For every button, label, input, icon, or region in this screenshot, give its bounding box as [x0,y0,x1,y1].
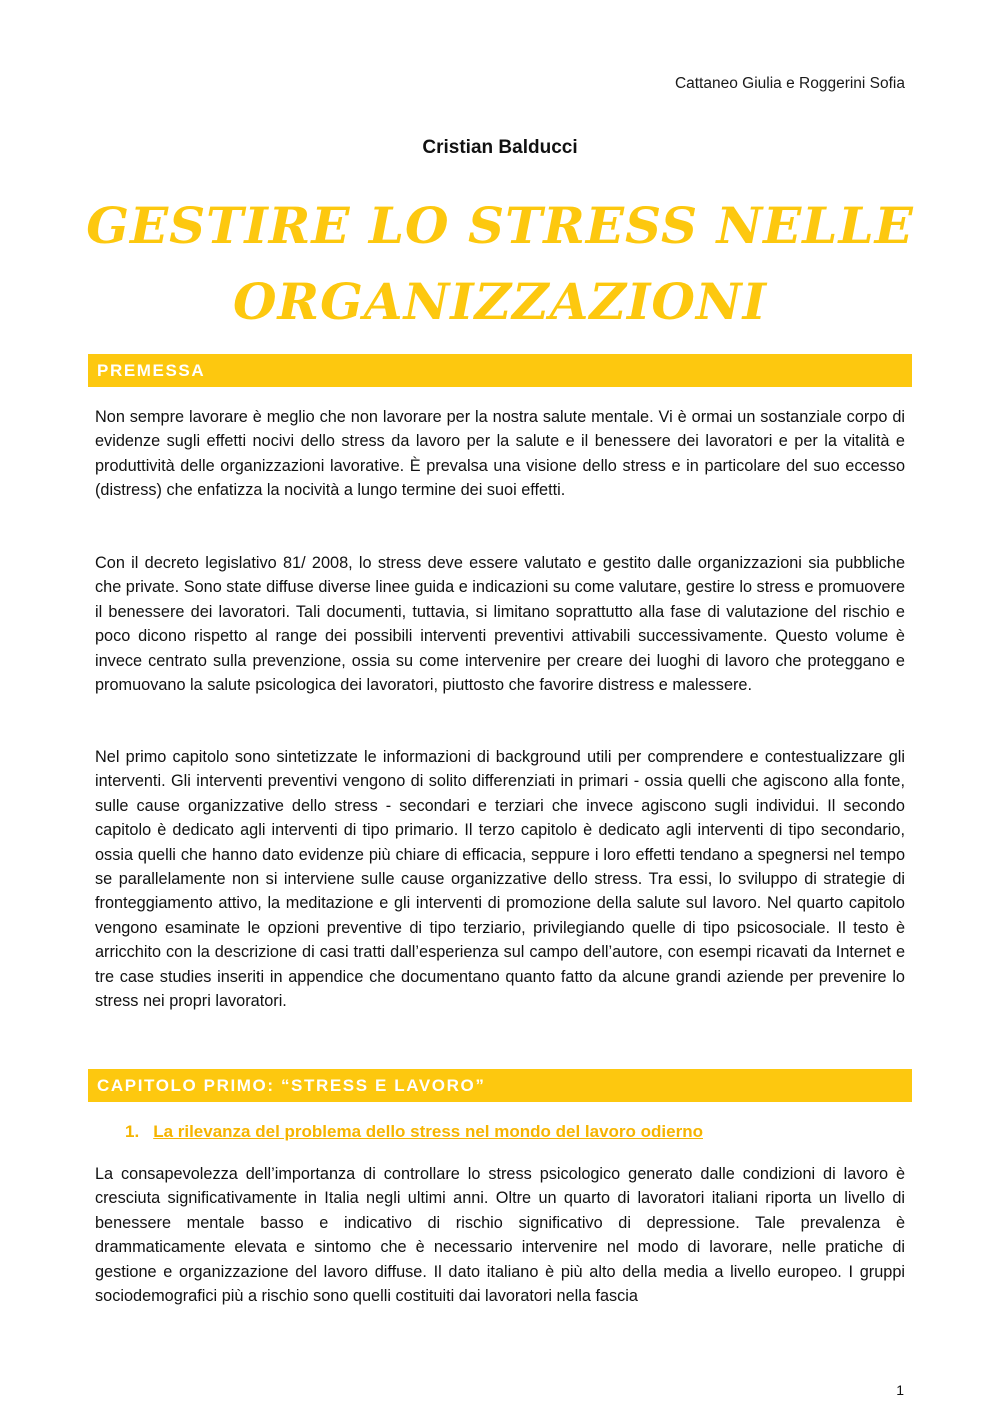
paragraph-premessa-3: Nel primo capitolo sono sintetizzate le informazioni di background utili per comprendere e contestualizzare gli interventi. Gli interventi preventivi vengono di solito differenziati in primari - ossia quelli che agiscono alla fonte, sulle cause organizzative dello stress - secondari e terziari che invece agiscono sugli individui. Il secondo capitolo è dedicato agli interventi di tipo primario. Il terzo capitolo è dedicato agli interventi di tipo secondario, ossia quelli che hanno dato evidenze più chiare di efficacia, seppure i loro effetti tendano a spegnersi nel tempo se parallelamente non si interviene sulle cause organizzative dello stress. Tra essi, lo sviluppo di strategie di fronteggiamento attivo, la meditazione e gli interventi di promozione della salute sul lavoro. Nel quarto capitolo vengono esaminate le opzioni preventive di tipo terziario, privilegiando quelle di tipo psicosociale. Il testo è arricchito con la descrizione di casi tratti dall’esperienza sul campo dell’autore, con esempi ricavati da Internet e tre case studies inseriti in appendice che documentano quanto fatto da alcune grandi aziende per prevenire lo stress nei propri lavoratori. [95,748,905,1011]
subsection-title: La rilevanza del problema dello stress nel mondo del lavoro odierno [153,1122,703,1141]
section-heading-capitolo-primo: CAPITOLO PRIMO: “STRESS E LAVORO” [88,1069,912,1102]
header-authors: Cattaneo Giulia e Roggerini Sofia [674,75,905,92]
paragraph-capitolo-1: La consapevolezza dell’importanza di controllare lo stress psicologico generato dalle condizioni di lavoro è cresciuta significativamente in Italia negli ultimi anni. Oltre un quarto di lavoratori italiani riporta un livello di benessere mentale basso e indicativo di rischio significativo di depressione. Tale prevalenza è drammaticamente elevata e sintomo che è necessario intervenire nel modo di lavorare, nelle pratiche di gestione e organizzazione del lavoro diffuse. Il dato italiano è più alto della media a livello europeo. I gruppi sociodemografici più a rischio sono quelli costituiti dai lavoratori nella fascia [95,1165,905,1306]
subsection-number: 1. [125,1122,140,1141]
page-number: 1 [896,1382,904,1398]
main-title-line-2: ORGANIZZAZIONI [232,272,768,331]
paragraph-premessa-1: Non sempre lavorare è meglio che non lavorare per la nostra salute mentale. Vi è ormai un sostanziale corpo di evidenze sugli effetti nocivi dello stress da lavoro per la salute e il benessere dei lavoratori e per la vitalità e produttività delle organizzazioni lavorative. È prevalsa una visione dello stress e in particolare del suo eccesso (distress) che enfatizza la nocività a lungo termine dei suoi effetti. [95,408,905,500]
main-title-line-1: GESTIRE LO STRESS NELLE [86,196,914,255]
main-title [80,188,920,340]
book-author: Cristian Balducci [422,137,578,158]
paragraph-premessa-2: Con il decreto legislativo 81/ 2008, lo stress deve essere valutato e gestito dalle organizzazioni sia pubbliche che private. Sono state diffuse diverse linee guida e indicazioni su come valutare, gestire lo stress e promuovere il benessere dei lavoratori. Tali documenti, tuttavia, si limitano soprattutto alla fase di valutazione del rischio e poco dicono rispetto al range dei possibili interventi preventivi attivabili successivamente. Questo volume è invece centrato sulla prevenzione, ossia su come intervenire per creare dei luoghi di lavoro che proteggano e promuovano la salute psicologica dei lavoratori, piuttosto che favorire distress e malessere. [95,554,905,695]
section-heading-premessa: PREMESSA [88,354,912,387]
subsection-heading [125,1122,703,1142]
